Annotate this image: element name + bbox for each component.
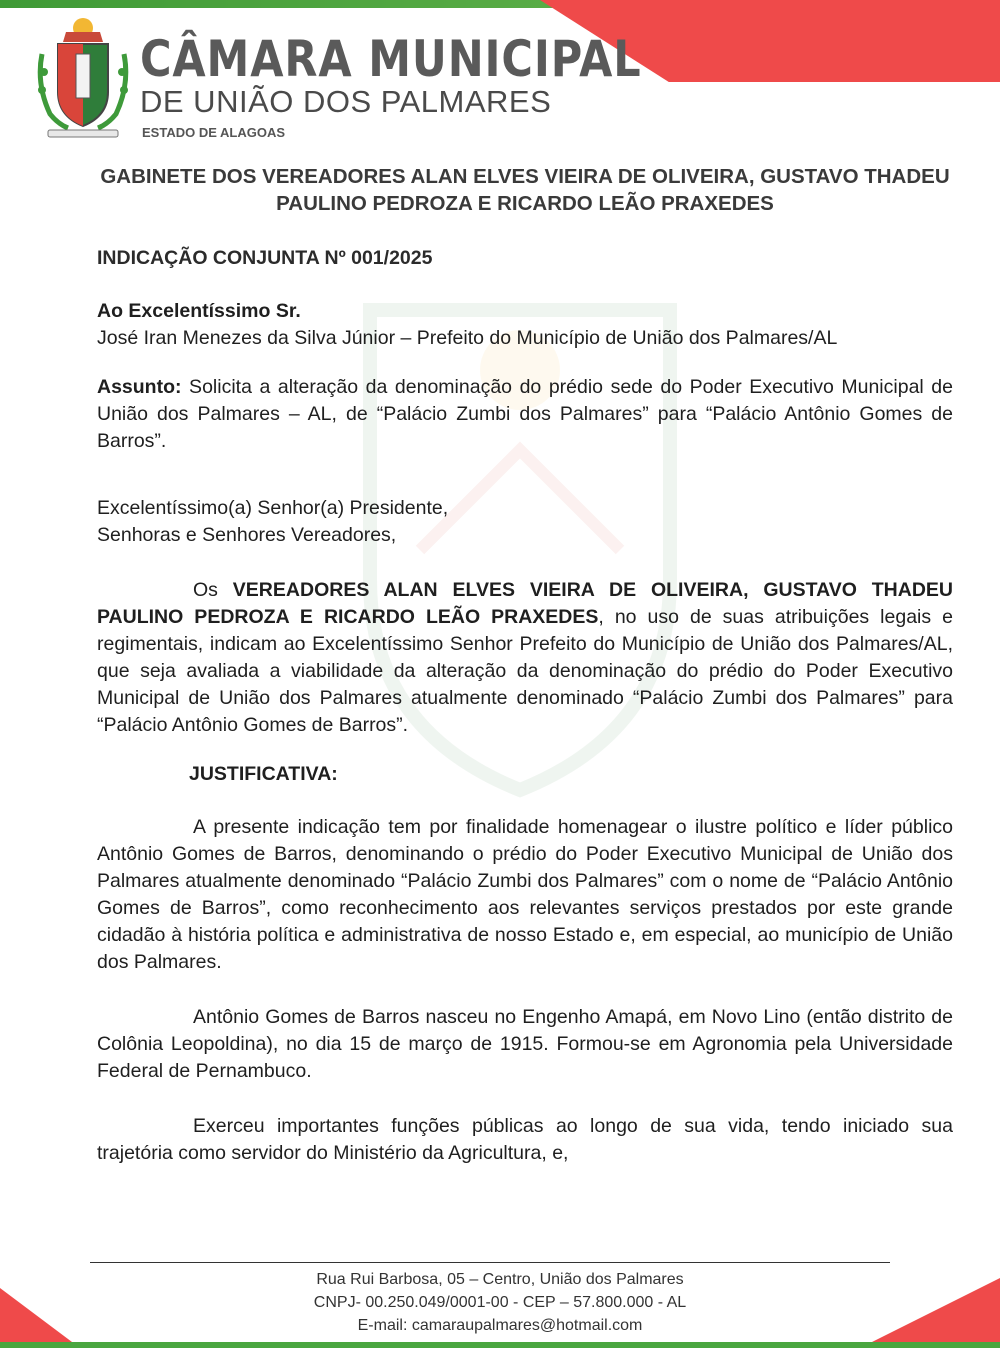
chamber-state: ESTADO DE ALAGOAS bbox=[142, 125, 286, 140]
coat-of-arms-icon bbox=[28, 14, 138, 144]
justification-paragraph-2: Antônio Gomes de Barros nasceu no Engenho Amapá, em Novo Lino (então distrito de Colônia Leopoldina), no dia 15 de março de 1915. Formou-se em Agronomia pela Universidade Federal de Pernambuco. bbox=[97, 1006, 953, 1082]
justification-paragraph-3: Exerceu importantes funções públicas ao longo de sua vida, tendo iniciado sua trajetória como servidor do Ministério da Agricultura, e, bbox=[97, 1115, 953, 1164]
indication-number: INDICAÇÃO CONJUNTA Nº 001/2025 bbox=[97, 247, 433, 269]
subject-text: Solicita a alteração da denominação do prédio sede do Poder Executivo Municipal de União dos Palmares – AL, de “Palácio Zumbi dos Palmares” para “Palácio Antônio Gomes de Barros”. bbox=[97, 376, 953, 452]
body-rest: , no uso de suas atribuições legais e regimentais, indicam ao Excelentíssimo Senhor Prefeito do Município de União dos Palmares/AL, que seja avaliada a viabilidade da alteração da denominação do prédio do Poder Executivo Municipal de União dos Palmares atualmente denominado “Palácio Zumbi dos Palmares” para “Palácio Antônio Gomes de Barros”. bbox=[97, 606, 953, 736]
bottom-green-band bbox=[0, 1342, 1000, 1348]
greeting-line-2: Senhoras e Senhores Vereadores, bbox=[97, 524, 397, 546]
body-intro: Os bbox=[193, 579, 233, 601]
chamber-subtitle: DE UNIÃO DOS PALMARES bbox=[140, 84, 552, 119]
subject-paragraph bbox=[97, 374, 953, 455]
document-body bbox=[97, 160, 953, 1167]
addressee-name: José Iran Menezes da Silva Júnior – Prefeito do Município de União dos Palmares/AL bbox=[97, 327, 838, 349]
chamber-title: CÂMARA MUNICIPAL bbox=[140, 30, 642, 88]
footer bbox=[0, 1268, 1000, 1337]
greeting-line-1: Excelentíssimo(a) Senhor(a) Presidente, bbox=[97, 497, 449, 519]
body-paragraph bbox=[97, 577, 953, 739]
footer-divider bbox=[90, 1262, 890, 1263]
justification-paragraph-1: A presente indicação tem por finalidade homenagear o ilustre político e líder público Antônio Gomes de Barros, denominando o prédio do Poder Executivo Municipal de União dos Palmares atualmente denominado “Palácio Zumbi dos Palmares” com o nome de “Palácio Antônio Gomes de Barros”, como reconhecimento aos relevantes serviços prestados por este grande cidadão à história política e administrativa de nosso Estado e, em especial, ao município de União dos Palmares. bbox=[97, 816, 953, 973]
subject-label: Assunto: bbox=[97, 376, 182, 398]
justification-heading: JUSTIFICATIVA: bbox=[189, 763, 338, 785]
office-heading: GABINETE DOS VEREADORES ALAN ELVES VIEIRA DE OLIVEIRA, GUSTAVO THADEU PAULINO PEDROZA E RICARDO LEÃO PRAXEDES bbox=[100, 165, 950, 215]
addressee-salutation: Ao Excelentíssimo Sr. bbox=[97, 300, 301, 322]
footer-address: Rua Rui Barbosa, 05 – Centro, União dos Palmares bbox=[316, 1271, 684, 1288]
footer-cnpj: CNPJ- 00.250.049/0001-00 - CEP – 57.800.000 - AL bbox=[313, 1294, 687, 1311]
body-councillors: VEREADORES ALAN ELVES VIEIRA DE OLIVEIRA, GUSTAVO THADEU PAULINO PEDROZA E RICARDO LEÃO PRAXEDES bbox=[97, 579, 953, 628]
footer-email: E-mail: camaraupalmares@hotmail.com bbox=[357, 1317, 643, 1334]
